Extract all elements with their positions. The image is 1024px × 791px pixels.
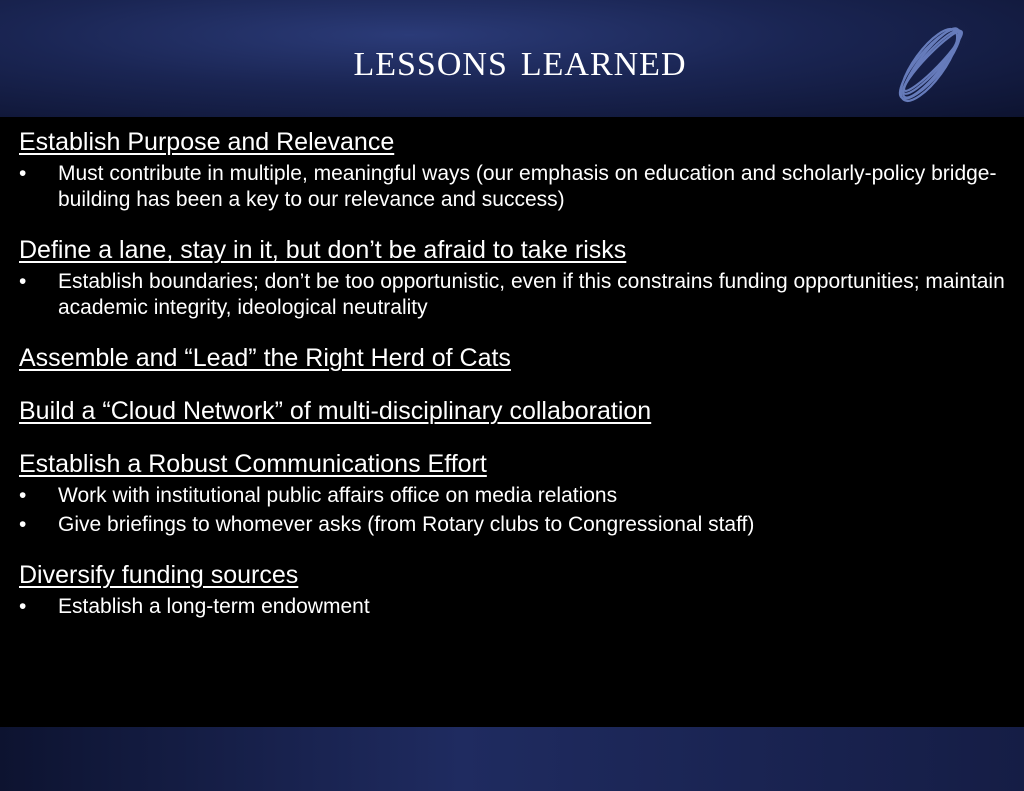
bullet-text: Work with institutional public affairs office on media relations [58,484,618,507]
bullet-glyph: • [19,162,27,185]
bullet-glyph: • [19,595,27,618]
bullet-list [19,269,1009,321]
bullet-text: Give briefings to whomever asks (from Rotary clubs to Congressional staff) [58,513,755,536]
section-heading: Diversify funding sources [19,561,299,589]
section-heading: Build a “Cloud Network” of multi-disciplinary collaboration [19,397,652,425]
bullet-text: Establish a long-term endowment [58,595,370,618]
bullet-glyph: • [19,270,27,293]
section-heading: Establish a Robust Communications Effort [19,450,487,478]
slide-body [19,126,1009,620]
bullet-item [19,594,1009,620]
section-heading: Define a lane, stay in it, but don’t be afraid to take risks [19,236,627,264]
swirl-rings-logo-icon [880,12,980,112]
section-herd-of-cats [19,342,1009,374]
bullet-glyph: • [19,513,27,536]
bullet-list [19,161,1009,213]
section-purpose [19,126,1009,213]
slide-title: lessons learned [353,33,687,86]
bullet-list [19,594,1009,620]
section-funding [19,559,1009,620]
bullet-item [19,483,1009,509]
bullet-item [19,161,1009,213]
bullet-list [19,483,1009,538]
section-cloud-network [19,395,1009,427]
footer-band [0,727,1024,791]
section-heading: Assemble and “Lead” the Right Herd of Cats [19,344,511,372]
section-communications [19,448,1009,538]
section-heading: Establish Purpose and Relevance [19,128,395,156]
section-lane [19,234,1009,321]
bullet-item [19,512,1009,538]
bullet-text: Must contribute in multiple, meaningful ways (our emphasis on education and scholarly-policy bridge-building has been a key to our relevance and success) [58,162,997,211]
bullet-text: Establish boundaries; don’t be too opportunistic, even if this constrains funding opportunities; maintain academic integrity, ideological neutrality [58,270,1005,319]
bullet-glyph: • [19,484,27,507]
bullet-item [19,269,1009,321]
